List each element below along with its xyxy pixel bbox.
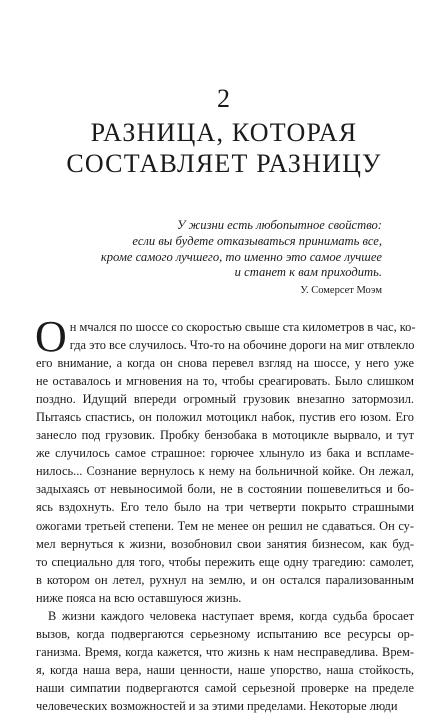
text-line: не оставалось и мгновения на то, чтобы среагировать. Было слишком <box>36 374 414 389</box>
text-line: ясь вздохнуть. Его тело было на три четверти покрыто страшными <box>36 500 414 515</box>
text-line: его внимание, а когда он снова перевел взгляд на шоссе, у него уже <box>36 356 414 371</box>
text-line: ганизма. Время, когда кажется, что жизнь к нам несправедлива. Врем- <box>36 644 414 659</box>
text-line: вызов, когда подвергаются серьезному испытанию все ресурсы ор- <box>36 626 414 641</box>
text-line: поздно. Идущий впереди огромный грузовик внезапно затормозил. <box>36 392 414 407</box>
text-line: мел вернуться к жизни, возобновил свои занятия бизнесом, как буд- <box>36 536 414 551</box>
epigraph <box>40 218 382 281</box>
text-line: задыхаясь от невыносимой боли, не в состоянии пошевелиться и бо- <box>36 482 414 497</box>
paragraph <box>36 607 414 715</box>
text-line: Пытаясь спастись, он положил мотоцикл набок, пустив его юзом. Его <box>36 410 414 425</box>
text-line: гда это все случилось. Что-то на обочине дороги на миг отвлекло <box>69 338 415 353</box>
epigraph-author: У. Сомерсет Моэм <box>300 285 382 296</box>
text-line: же случилось самое страшное: горючее хлынуло из бака и вспламе- <box>36 446 414 461</box>
epigraph-line: кроме самого лучшего, то именно это самое лучшее <box>100 249 382 264</box>
text-line: ожогами третьей степени. Тем не менее он решил не сдаваться. Он су- <box>36 518 414 533</box>
epigraph-line: У жизни есть любопытное свойство: <box>176 218 382 232</box>
text-line: то специально для того, чтобы пережить еще одну трагедию: самолет, <box>36 554 414 569</box>
text-line: н мчался по шоссе со скоростью свыше ста километров в час, ко- <box>69 320 416 334</box>
body-text <box>35 312 416 715</box>
text-line: ниже пояса на всю оставшуюся жизнь. <box>36 590 242 605</box>
chapter-title <box>0 117 448 179</box>
chapter-title-line: РАЗНИЦА, КОТОРАЯ <box>90 118 358 147</box>
text-line: я, когда наша вера, наши ценности, наше упорство, наша стойкость, <box>36 662 414 677</box>
text-line: В жизни каждого человека наступает время, когда судьба бросает <box>48 608 414 623</box>
epigraph-line: если вы будете отказываться принимать все, <box>132 233 382 248</box>
text-line: нилось... Сознание вернулось к нему на больничной койке. Он лежал, <box>36 464 414 479</box>
paragraph <box>35 312 416 607</box>
drop-cap: О <box>35 312 67 361</box>
chapter-title-line: СОСТАВЛЯЕТ РАЗНИЦУ <box>66 149 382 178</box>
text-line: в котором он летел, рухнул на землю, и он остался парализованным <box>36 572 414 587</box>
chapter-number: 2 <box>217 84 231 113</box>
text-line: занесло под грузовик. Пробку бензобака в мотоцикле вырвало, и тут <box>36 428 414 443</box>
text-line: наши симпатии подвергаются самой серьезной проверке на пределе <box>36 680 414 695</box>
text-line: человеческих возможностей и за этими пределами. Некоторые люди <box>36 698 398 713</box>
epigraph-line: и станет к вам приходить. <box>234 265 382 280</box>
